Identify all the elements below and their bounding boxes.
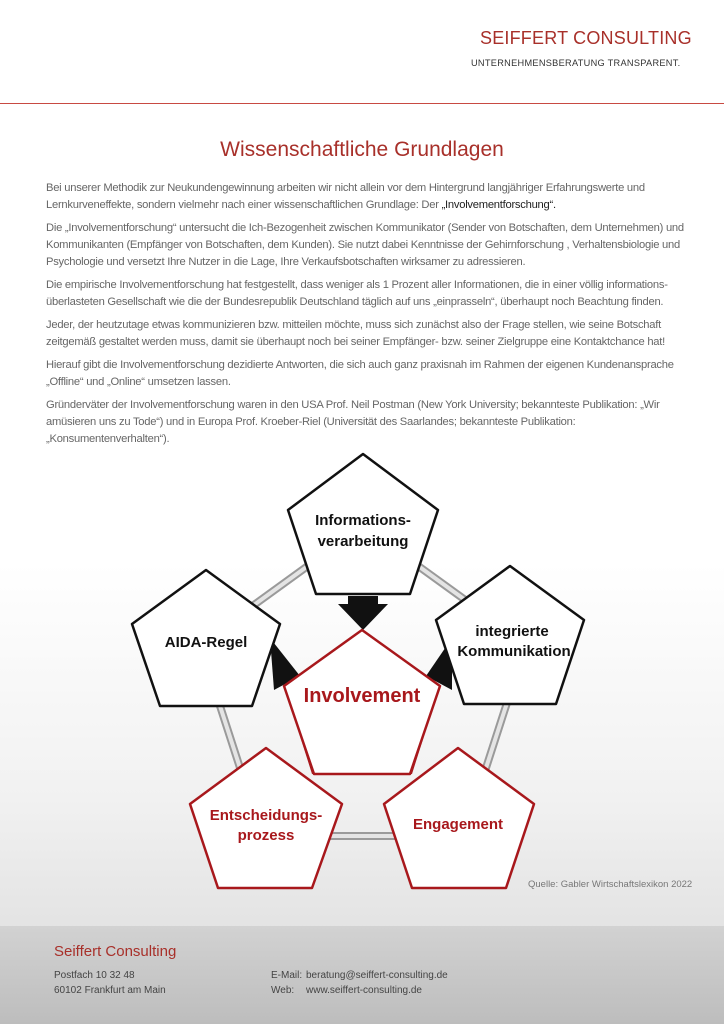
footer-brand: Seiffert Consulting [54,943,177,960]
footer-email-label: E-Mail: [271,970,303,981]
source-note: Quelle: Gabler Wirtschaftslexikon 2022 [528,879,693,890]
footer-address-line-1: Postfach 10 32 48 [54,970,135,981]
node-informationsverarbeitung [288,454,438,594]
involvement-diagram [0,440,724,900]
body-text [46,180,686,454]
paragraph-4: Jeder, der heutzutage etwas kommunizieren bzw. mitteilen möchte, muss sich zunächst also der Frage stellen, wie seine Botschaft zeitgemäß gestaltet werden muss, damit sie überhaupt noch bei seiner Empfänger- bzw. seiner Zielgruppe eine Kontaktchance hat! [46,319,665,348]
footer-web-label: Web: [271,985,295,996]
node-bottom-left-label-1: Entscheidungs- [209,807,323,824]
node-involvement [284,630,440,774]
node-aida-regel [132,570,280,706]
arrow-top [338,596,388,630]
node-top-label-1: Informations- [315,512,411,529]
node-bottom-right-label: Engagement [412,816,504,833]
node-bottom-left-label-2: prozess [237,827,295,844]
paragraph-2: Die „Involvementforschung“ untersucht die Ich-Bezogenheit zwischen Kommunikator (Sender von Botschaften, dem Unternehmen) und Kommunikanten (Empfänger von Botschaften, dem Kunden). Sie nutzt dabei Kenntnisse der Gehirnforschung , Verhaltensbiologie und Psychologie und versetzt Ihre Nutzer in die Lage, Ihre Verkaufsbotschaften wirksamer zu adressieren. [46,222,684,268]
footer-address-line-2: 60102 Frankfurt am Main [54,985,166,996]
node-right-label-1: integrierte [475,623,549,640]
page-title: Wissenschaftliche Grundlagen [220,138,504,161]
footer [0,926,724,1024]
paragraph-5: Hierauf gibt die Involvementforschung dezidierte Antworten, die sich auch ganz praxisnah im Rahmen der eigenen Kundenansprache „Offline“ und „Online“ umsetzen lassen. [46,359,674,388]
paragraph-3: Die empirische Involvementforschung hat festgestellt, dass weniger als 1 Prozent aller Informationen, die in einer völlig informations-überlasteten Gesellschaft wie die der Bundesrepublik Deutschland täglich auf uns „einprasseln“, überhaupt noch Beachtung finden. [46,279,668,308]
paragraph-1: Bei unserer Methodik zur Neukundengewinnung arbeiten wir nicht allein vor dem Hintergrund langjähriger Erfahrungswerte und Lernkurveneffekte, sondern vielmehr nach einer wissenschaftlichen Grundlage: Der „Involvementforschung“. [46,182,645,211]
header-divider [0,103,724,104]
footer-web-link[interactable]: www.seiffert-consulting.de [306,985,422,996]
header-brand: SEIFFERT CONSULTING [480,28,692,48]
node-top-label-2: verarbeitung [317,533,409,550]
node-left-label: AIDA-Regel [164,634,248,651]
involvement-term: „Involvementforschung“. [441,199,556,211]
paragraph-6: Gründerväter der Involvementforschung waren in den USA Prof. Neil Postman (New York University; bekannteste Publikation: „Wir amüsieren uns zu Tode“) und in Europa Prof. Kroeber-Riel (Universität des Saarlandes; bekannteste Publikation: „Konsumentenverhalten“). [46,399,660,445]
node-center-label: Involvement [303,685,421,707]
footer-email-link[interactable]: beratung@seiffert-consulting.de [306,970,448,981]
node-integrierte-kommunikation [436,566,584,704]
node-right-label-2: Kommunikation [457,643,571,660]
header-tagline: UNTERNEHMENSBERATUNG TRANSPARENT. [471,58,681,68]
